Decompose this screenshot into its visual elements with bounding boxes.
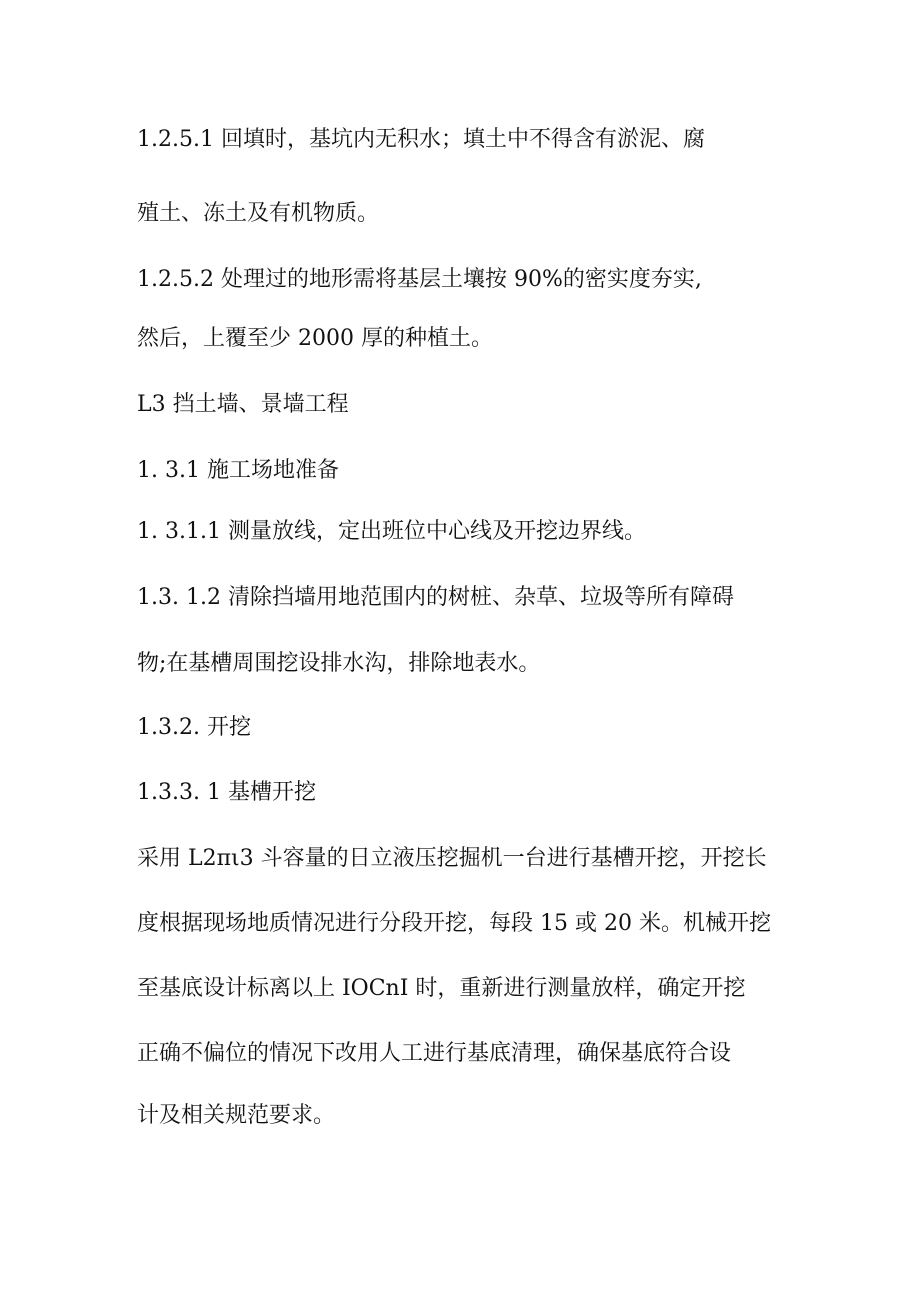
text-line-7: 1. 3.1.1 测量放线，定出班位中心线及开挖边界线。 [137, 519, 646, 544]
text-line-2: 殖土、冻土及有机物质。 [137, 201, 380, 226]
text-line-13: 度根据现场地质情况进行分段开挖，每段 15 或 20 米。机械开挖 [137, 911, 771, 936]
subsection-heading-site-prep: 1. 3.1 施工场地准备 [137, 458, 339, 483]
text-line-4: 然后，上覆至少 2000 厚的种植土。 [137, 326, 493, 351]
text-line-1: 1.2.5.1 回填时，基坑内无积水；填土中不得含有淤泥、腐 [137, 127, 705, 152]
section-heading-retaining-wall: L3 挡土墙、景墙工程 [137, 392, 349, 417]
text-line-3: 1.2.5.2 处理过的地形需将基层土壤按 90%的密实度夯实, [137, 267, 702, 292]
text-line-12: 采用 L2πι3 斗容量的日立液压挖掘机一台进行基槽开挖，开挖长 [137, 846, 767, 871]
text-line-16: 计及相关规范要求。 [137, 1103, 336, 1128]
text-line-15: 正确不偏位的情况下改用人工进行基底清理，确保基底符合设 [137, 1041, 732, 1066]
text-line-9: 物;在基槽周围挖设排水沟，排除地表水。 [137, 651, 541, 676]
text-line-14: 至基底设计标离以上 IOCnI 时，重新进行测量放样，确定开挖 [137, 976, 746, 1001]
subsection-heading-excavation: 1.3.2. 开挖 [137, 715, 251, 740]
subsection-heading-trench: 1.3.3. 1 基槽开挖 [137, 780, 316, 805]
text-line-8: 1.3. 1.2 清除挡墙用地范围内的树桩、杂草、垃圾等所有障碍 [137, 585, 734, 610]
